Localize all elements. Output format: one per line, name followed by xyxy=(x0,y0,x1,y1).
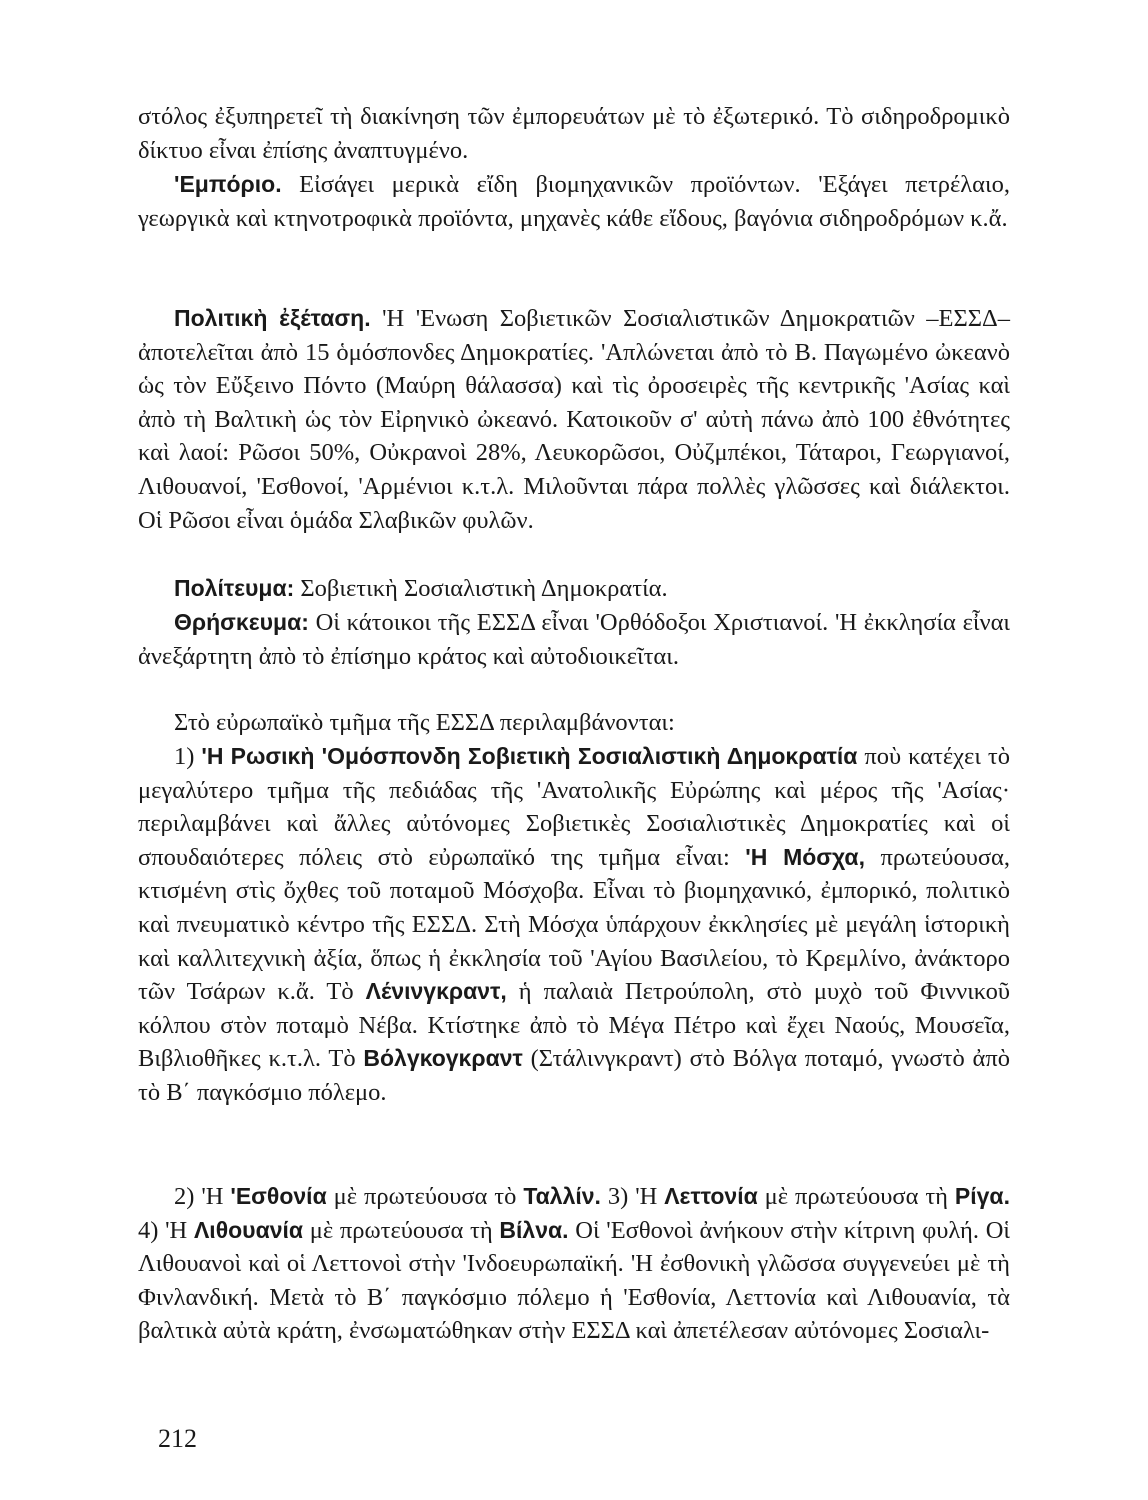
paragraph-text: Στὸ εὐρωπαϊκὸ τμῆμα τῆς ΕΣΣΔ περιλαμβάνονται: xyxy=(174,709,675,736)
text-run: μὲ πρωτεύουσα τὴ xyxy=(303,1216,500,1244)
paragraph-government xyxy=(138,572,1010,606)
bold-term-lithuania: Λιθουανία xyxy=(193,1216,304,1243)
text-run: 2) 'Η xyxy=(174,1183,231,1210)
text-run: 1) xyxy=(174,743,202,770)
section-heading-religion: Θρήσκευμα: xyxy=(174,609,309,635)
text-run: (Στάλινγκραντ) στὸ Βόλγα ποταμό, γνωστὸ ἀπὸ τὸ Β΄ παγκόσμιο πόλεμο. xyxy=(138,1045,1010,1106)
text-run: Οἱ 'Εσθονοὶ ἀνήκουν στὴν κίτρινη φυλή. Οἱ Λιθουανοὶ καὶ οἱ Λεττονοὶ στὴν 'Ινδοευρωπαϊκή. 'Η ἐσθονικὴ γλῶσσα συγγενεύει μὲ τὴ Φινλανδική. Μετὰ τὸ Β΄ παγκόσμιο πόλεμο ἡ 'Εσθονία, Λεττονία καὶ Λιθουανία, τὰ βαλτικὰ αὐτὰ κράτη, ἐνσωματώθηκαν στὴν ΕΣΣΔ καὶ ἀπετέλεσαν αὐτόνομες Σοσιαλι- xyxy=(138,1216,1010,1345)
paragraph-political xyxy=(138,302,1010,537)
paragraph-text: 'Η 'Ενωση Σοβιετικῶν Σοσιαλιστικῶν Δημοκρατιῶν –ΕΣΣΔ– ἀποτελεῖται ἀπὸ 15 ὁμόσπονδες Δημοκρατίες. 'Απλώνεται ἀπὸ τὸ Β. Παγωμένο ὠκεανὸ ὡς τὸν Εὔξεινο Πόντο (Μαύρη θάλασσα) καὶ τὶς ὀροσειρὲς τῆς κεντρικῆς 'Ασίας καὶ ἀπὸ τὴ Βαλτικὴ ὡς τὸν Εἰρηνικὸ ὠκεανό. Κατοικοῦν σ' αὐτὴ πάνω ἀπὸ 100 ἐθνότητες καὶ λαοί: Ρῶσοι 50%, Οὐκρανοὶ 28%, Λευκορῶσοι, Οὐζμπέκοι, Τάταροι, Γεωργιανοί, Λιθουανοί, 'Εσθονοί, 'Αρμένιοι κ.τ.λ. Μιλοῦνται πάρα πολλὲς γλῶσσες καὶ διάλεκτοι. Οἱ Ρῶσοι εἶναι ὁμάδα Σλαβικῶν φυλῶν. xyxy=(138,305,1011,534)
paragraph-russian-republic xyxy=(138,740,1010,1110)
text-run: πρωτεύουσα, κτισμένη στὶς ὄχθες τοῦ ποταμοῦ Μόσχοβα. Εἶναι τὸ βιομηχανικό, ἐμπορικό, πολιτικὸ καὶ πνευματικὸ κέντρο τῆς ΕΣΣΔ. Στὴ Μόσχα ὑπάρχουν ἐκκλησίες μὲ μεγάλη ἱστορικὴ καὶ καλλιτεχνικὴ ἀξία, ὅπως ἡ ἐκκλησία τοῦ 'Αγίου Βασιλείου, τὸ Κρεμλίνο, ἀνάκτορο τῶν Τσάρων κ.ἄ. Τὸ xyxy=(138,843,1010,1006)
page-number: 212 xyxy=(158,1424,197,1453)
paragraph-commerce xyxy=(138,168,1010,235)
paragraph-baltic-states xyxy=(138,1180,1010,1348)
bold-term-riga: Ρίγα. xyxy=(954,1183,1010,1209)
bold-term-tallinn: Ταλλίν. xyxy=(523,1183,601,1209)
paragraph-text: στόλος ἐξυπηρετεῖ τὴ διακίνηση τῶν ἐμπορευάτων μὲ τὸ ἐξωτερικό. Τὸ σιδηροδρομικὸ δίκτυο εἶναι ἐπίσης ἀναπτυγμένο. xyxy=(138,103,1010,164)
paragraph-text: Εἰσάγει μερικὰ εἴδη βιομηχανικῶν προϊόντων. 'Εξάγει πετρέλαιο, γεωργικὰ καὶ κτηνοτροφικὰ προϊόντα, μηχανὲς κάθε εἴδους, βαγόνια σιδηροδρόμων κ.ἄ. xyxy=(138,171,1010,232)
text-run: 3) 'Η xyxy=(600,1183,665,1210)
bold-term-vilnius: Βίλνα. xyxy=(499,1216,569,1243)
text-run: ποὺ κατέχει τὸ μεγαλύτερο τμῆμα τῆς πεδιάδας τῆς 'Ανατολικῆς Εὐρώπης καὶ μέρος τῆς 'Ασίας· περιλαμβάνει καὶ ἄλλες αὐτόνομες Σοβιετικὲς Σοσιαλιστικὲς Δημοκρατίες καὶ οἱ σπουδαιότερες πόλεις στὸ εὐρωπαϊκό της τμῆμα εἶναι: xyxy=(138,743,1010,871)
section-heading-government: Πολίτευμα: xyxy=(174,575,295,601)
text-run: 4) 'Η xyxy=(138,1216,194,1244)
text-run: ἡ παλαιὰ Πετρούπολη, στὸ μυχὸ τοῦ Φιννικοῦ κόλπου στὸν ποταμὸ Νέβα. Κτίστηκε ἀπὸ τὸ Μέγα Πέτρο καὶ ἔχει Ναούς, Μουσεῖα, Βιβλιοθῆκες κ.τ.λ. Τὸ xyxy=(138,978,1010,1073)
section-heading-political: Πολιτικὴ ἐξέταση. xyxy=(174,305,371,331)
paragraph-european-part xyxy=(138,706,1010,740)
paragraph-text: Οἱ κάτοικοι τῆς ΕΣΣΔ εἶναι 'Ορθόδοξοι Χριστιανοί. 'Η ἐκκλησία εἶναι ἀνεξάρτητη ἀπὸ τὸ ἐπίσημο κράτος καὶ αὐτοδιοικεῖται. xyxy=(138,609,1010,670)
bold-term-latvia: Λεττονία xyxy=(664,1183,758,1209)
section-heading-commerce: 'Εμπόριο. xyxy=(174,171,282,197)
paragraph-continuation xyxy=(138,100,1010,167)
bold-term-estonia: 'Εσθονία xyxy=(230,1183,327,1209)
paragraph-religion xyxy=(138,606,1010,673)
bold-term-moscow: 'Η Μόσχα, xyxy=(745,843,865,870)
text-run: μὲ πρωτεύουσα τὸ xyxy=(326,1183,524,1210)
bold-term-volgograd: Βόλγκογκραντ xyxy=(363,1045,523,1072)
bold-term-russian-republic: 'Η Ρωσικὴ 'Ομόσπονδη Σοβιετικὴ Σοσιαλιστικὴ Δημοκρατία xyxy=(201,743,858,769)
bold-term-leningrad: Λένινγκραντ, xyxy=(365,978,507,1005)
paragraph-text: Σοβιετικὴ Σοσιαλιστικὴ Δημοκρατία. xyxy=(294,575,668,602)
text-run: μὲ πρωτεύουσα τὴ xyxy=(757,1183,955,1210)
